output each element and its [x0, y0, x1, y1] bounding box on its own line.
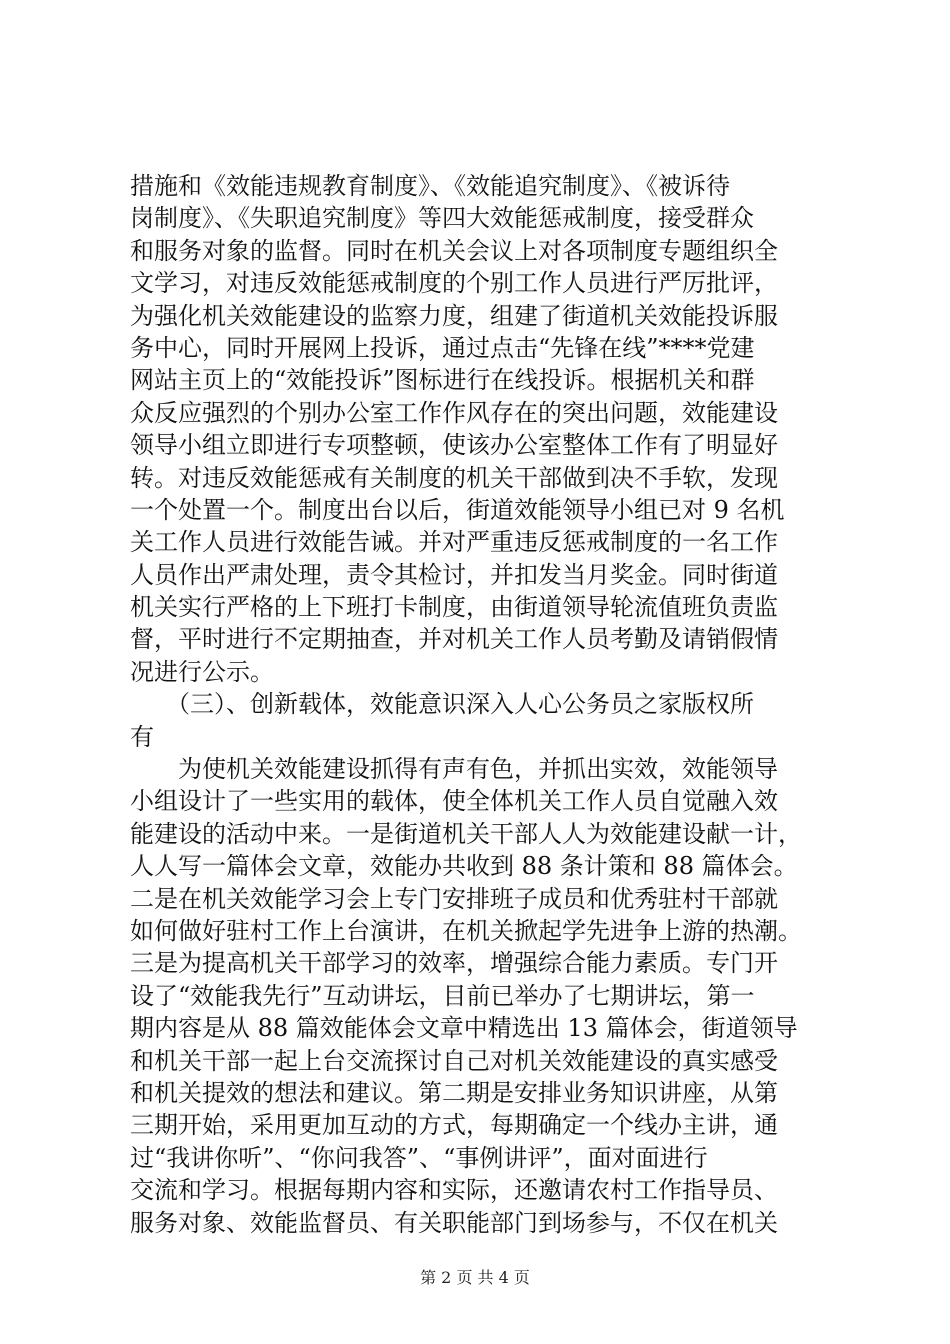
section-heading-continued: 有: [130, 722, 154, 751]
text-line: 为强化机关效能建设的监察力度，组建了街道机关效能投诉服: [130, 301, 778, 330]
text-line: 众反应强烈的个别办公室工作作风存在的突出问题，效能建设: [130, 398, 778, 427]
section-heading: （三）、创新载体，效能意识深入人心公务员之家版权所: [130, 690, 754, 719]
text-line: 和服务对象的监督。同时在机关会议上对各项制度专题组织全: [130, 236, 778, 265]
text-line: 如何做好驻村工作上台演讲，在机关掀起学先进争上游的热潮。: [130, 916, 802, 945]
text-line: 一个处置一个。制度出台以后，街道效能领导小组已对 9 名机: [130, 495, 785, 524]
text-line: 能建设的活动中来。一是街道机关干部人人为效能建设献一计，: [130, 819, 802, 848]
text-line: 三期开始，采用更加互动的方式，每期确定一个线办主讲，通: [130, 1111, 778, 1140]
text-line: 小组设计了一些实用的载体，使全体机关工作人员自觉融入效: [130, 787, 778, 816]
text-line: 关工作人员进行效能告诫。并对严重违反惩戒制度的一名工作: [130, 528, 778, 557]
text-line: 和机关干部一起上台交流探讨自己对机关效能建设的真实感受: [130, 1046, 778, 1075]
text-line: 服务对象、效能监督员、有关职能部门到场参与，不仅在机关: [130, 1208, 778, 1237]
text-line: 督，平时进行不定期抽查，并对机关工作人员考勤及请销假情: [130, 625, 778, 654]
text-line: 三是为提高机关干部学习的效率，增强综合能力素质。专门开: [130, 949, 778, 978]
text-line: 转。对违反效能惩戒有关制度的机关干部做到决不手软，发现: [130, 463, 778, 492]
text-line: 为使机关效能建设抓得有声有色，并抓出实效，效能领导: [130, 755, 778, 784]
text-line: 二是在机关效能学习会上专门安排班子成员和优秀驻村干部就: [130, 884, 778, 913]
text-line: 交流和学习。根据每期内容和实际，还邀请农村工作指导员、: [130, 1176, 778, 1205]
text-line: 岗制度》、《失职追究制度》等四大效能惩戒制度，接受群众: [130, 204, 754, 233]
text-line: 措施和《效能违规教育制度》、《效能追究制度》、《被诉待: [130, 172, 730, 200]
text-line: 况进行公示。: [130, 657, 274, 686]
text-line: 设了“效能我先行”互动讲坛，目前已举办了七期讲坛，第一: [130, 981, 755, 1010]
text-line: 机关实行严格的上下班打卡制度，由街道领导轮流值班负责监: [130, 593, 778, 622]
page-number-footer: 第 2 页 共 4 页: [420, 1268, 530, 1287]
text-line: 网站主页上的“效能投诉”图标进行在线投诉。根据机关和群: [130, 366, 755, 395]
text-line: 和机关提效的想法和建议。第二期是安排业务知识讲座，从第: [130, 1078, 778, 1107]
text-line: 务中心，同时开展网上投诉，通过点击“先锋在线”****党建: [130, 333, 755, 362]
text-line: 领导小组立即进行专项整顿，使该办公室整体工作有了明显好: [130, 431, 778, 460]
text-line: 期内容是从 88 篇效能体会文章中精选出 13 篇体会，街道领导: [130, 1014, 798, 1043]
text-line: 人人写一篇体会文章，效能办共收到 88 条计策和 88 篇体会。: [130, 852, 798, 881]
text-line: 文学习，对违反效能惩戒制度的个别工作人员进行严厉批评，: [130, 269, 778, 298]
text-line: 人员作出严肃处理，责令其检讨，并扣发当月奖金。同时街道: [130, 560, 778, 589]
body-text: [130, 170, 830, 1239]
text-line: 过“我讲你听”、“你问我答”、“事例讲评”，面对面进行: [130, 1143, 708, 1172]
